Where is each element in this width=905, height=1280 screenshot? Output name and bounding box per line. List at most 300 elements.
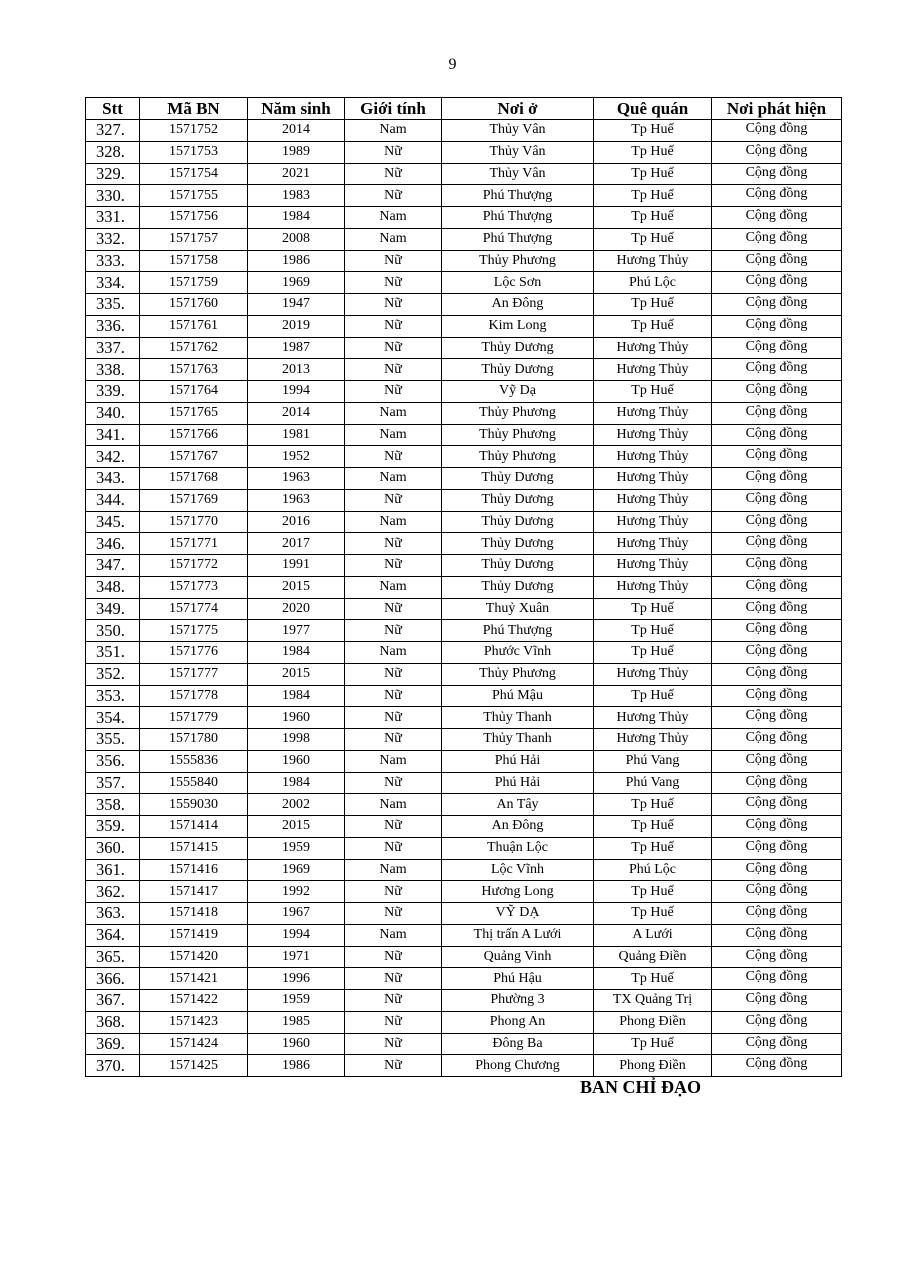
cell-gender: Nữ [345,489,442,511]
cell-gender: Nữ [345,163,442,185]
cell-birth-year: 2016 [248,511,345,533]
cell-residence: An Đông [442,294,594,316]
table-row [86,642,842,664]
table-row [86,990,842,1012]
cell-birth-year: 1960 [248,750,345,772]
cell-gender: Nữ [345,141,442,163]
header-stt: Stt [86,98,140,120]
table-row [86,946,842,968]
table-row [86,1055,842,1077]
cell-birth-year: 1981 [248,424,345,446]
cell-hometown: Hương Thủy [594,533,712,555]
cell-detection-place: Cộng đồng [712,228,842,250]
cell-stt: 330. [86,185,140,207]
cell-birth-year: 1985 [248,1011,345,1033]
cell-detection-place: Cộng đồng [712,555,842,577]
cell-detection-place: Cộng đồng [712,120,842,142]
cell-detection-place: Cộng đồng [712,794,842,816]
cell-hometown: Phú Lộc [594,859,712,881]
cell-detection-place: Cộng đồng [712,337,842,359]
cell-patient-code: 1571768 [140,468,248,490]
cell-detection-place: Cộng đồng [712,141,842,163]
table-row [86,337,842,359]
cell-birth-year: 1977 [248,620,345,642]
cell-stt: 353. [86,685,140,707]
cell-birth-year: 1969 [248,272,345,294]
cell-stt: 327. [86,120,140,142]
cell-stt: 345. [86,511,140,533]
table-row [86,381,842,403]
cell-detection-place: Cộng đồng [712,598,842,620]
cell-gender: Nữ [345,1011,442,1033]
cell-residence: Thuỷ Xuân [442,598,594,620]
cell-patient-code: 1571775 [140,620,248,642]
table-row [86,576,842,598]
table-row [86,1011,842,1033]
cell-patient-code: 1571764 [140,381,248,403]
cell-birth-year: 1960 [248,707,345,729]
cell-hometown: Tp Huế [594,816,712,838]
cell-hometown: Tp Huế [594,620,712,642]
cell-stt: 365. [86,946,140,968]
cell-detection-place: Cộng đồng [712,816,842,838]
cell-hometown: Hương Thủy [594,576,712,598]
cell-birth-year: 1967 [248,903,345,925]
cell-detection-place: Cộng đồng [712,642,842,664]
cell-stt: 336. [86,315,140,337]
cell-detection-place: Cộng đồng [712,381,842,403]
cell-hometown: Phú Vang [594,750,712,772]
cell-gender: Nữ [345,990,442,1012]
cell-stt: 337. [86,337,140,359]
cell-detection-place: Cộng đồng [712,1055,842,1077]
cell-hometown: Tp Huế [594,642,712,664]
cell-hometown: Tp Huế [594,141,712,163]
cell-stt: 350. [86,620,140,642]
cell-birth-year: 2015 [248,576,345,598]
header-hometown: Quê quán [594,98,712,120]
cell-residence: Thủy Thanh [442,729,594,751]
cell-birth-year: 1971 [248,946,345,968]
cell-hometown: A Lưới [594,924,712,946]
cell-birth-year: 1984 [248,685,345,707]
table-row [86,859,842,881]
table-row [86,663,842,685]
cell-patient-code: 1571759 [140,272,248,294]
cell-hometown: Phong Điền [594,1011,712,1033]
cell-gender: Nam [345,207,442,229]
cell-birth-year: 1992 [248,881,345,903]
cell-patient-code: 1571419 [140,924,248,946]
cell-gender: Nam [345,228,442,250]
cell-hometown: Hương Thủy [594,424,712,446]
cell-patient-code: 1571777 [140,663,248,685]
cell-birth-year: 1969 [248,859,345,881]
cell-detection-place: Cộng đồng [712,750,842,772]
cell-residence: Thủy Dương [442,359,594,381]
cell-birth-year: 1994 [248,924,345,946]
cell-residence: Thủy Dương [442,489,594,511]
table-row [86,294,842,316]
cell-hometown: Hương Thủy [594,489,712,511]
cell-patient-code: 1571424 [140,1033,248,1055]
table-row [86,359,842,381]
cell-residence: Thủy Thanh [442,707,594,729]
table-row [86,772,842,794]
cell-gender: Nữ [345,685,442,707]
cell-birth-year: 1994 [248,381,345,403]
cell-detection-place: Cộng đồng [712,1033,842,1055]
cell-stt: 362. [86,881,140,903]
cell-residence: Thủy Dương [442,555,594,577]
cell-hometown: Tp Huế [594,903,712,925]
cell-birth-year: 1963 [248,468,345,490]
cell-residence: VỸ DẠ [442,903,594,925]
cell-patient-code: 1571771 [140,533,248,555]
cell-birth-year: 1987 [248,337,345,359]
table-row [86,272,842,294]
cell-patient-code: 1559030 [140,794,248,816]
header-birth-year: Năm sinh [248,98,345,120]
cell-hometown: Phong Điền [594,1055,712,1077]
cell-birth-year: 2014 [248,402,345,424]
cell-gender: Nam [345,511,442,533]
cell-detection-place: Cộng đồng [712,533,842,555]
cell-birth-year: 2015 [248,816,345,838]
cell-gender: Nam [345,468,442,490]
cell-hometown: Tp Huế [594,1033,712,1055]
cell-detection-place: Cộng đồng [712,468,842,490]
table-row [86,163,842,185]
cell-hometown: Phú Vang [594,772,712,794]
cell-detection-place: Cộng đồng [712,859,842,881]
cell-birth-year: 1984 [248,772,345,794]
cell-gender: Nữ [345,294,442,316]
cell-birth-year: 1983 [248,185,345,207]
cell-stt: 331. [86,207,140,229]
cell-residence: Quảng Vinh [442,946,594,968]
cell-stt: 358. [86,794,140,816]
cell-residence: Thủy Dương [442,533,594,555]
cell-residence: Thủy Vân [442,163,594,185]
cell-birth-year: 1996 [248,968,345,990]
cell-residence: Lộc Vĩnh [442,859,594,881]
cell-birth-year: 1991 [248,555,345,577]
cell-hometown: Tp Huế [594,228,712,250]
cell-hometown: Hương Thủy [594,359,712,381]
cell-residence: Phú Hải [442,750,594,772]
cell-residence: Phong An [442,1011,594,1033]
cell-birth-year: 1963 [248,489,345,511]
cell-patient-code: 1571772 [140,555,248,577]
header-patient-code: Mã BN [140,98,248,120]
cell-stt: 366. [86,968,140,990]
cell-gender: Nữ [345,533,442,555]
cell-hometown: Tp Huế [594,120,712,142]
cell-stt: 344. [86,489,140,511]
cell-hometown: Tp Huế [594,185,712,207]
cell-birth-year: 2015 [248,663,345,685]
table-row [86,903,842,925]
cell-detection-place: Cộng đồng [712,489,842,511]
cell-stt: 369. [86,1033,140,1055]
cell-patient-code: 1571778 [140,685,248,707]
cell-patient-code: 1571418 [140,903,248,925]
cell-hometown: Hương Thủy [594,402,712,424]
cell-gender: Nữ [345,1055,442,1077]
cell-detection-place: Cộng đồng [712,620,842,642]
cell-residence: Phong Chương [442,1055,594,1077]
cell-gender: Nam [345,750,442,772]
cell-patient-code: 1571773 [140,576,248,598]
cell-patient-code: 1571417 [140,881,248,903]
table-row [86,620,842,642]
cell-gender: Nữ [345,620,442,642]
cell-residence: Thủy Dương [442,576,594,598]
cell-patient-code: 1571780 [140,729,248,751]
table-row [86,968,842,990]
cell-detection-place: Cộng đồng [712,272,842,294]
table-row [86,207,842,229]
cell-birth-year: 1960 [248,1033,345,1055]
cell-gender: Nữ [345,729,442,751]
cell-residence: Thủy Phương [442,424,594,446]
cell-residence: Thủy Vân [442,141,594,163]
table-row [86,794,842,816]
cell-patient-code: 1571420 [140,946,248,968]
cell-patient-code: 1571769 [140,489,248,511]
cell-hometown: Tp Huế [594,968,712,990]
table-row [86,533,842,555]
cell-gender: Nam [345,642,442,664]
cell-patient-code: 1571776 [140,642,248,664]
cell-gender: Nữ [345,555,442,577]
cell-gender: Nữ [345,598,442,620]
cell-birth-year: 2008 [248,228,345,250]
cell-residence: Hương Long [442,881,594,903]
table-row [86,555,842,577]
cell-residence: Phú Thượng [442,207,594,229]
cell-patient-code: 1571763 [140,359,248,381]
header-gender: Giới tính [345,98,442,120]
cell-residence: Phú Thượng [442,185,594,207]
cell-patient-code: 1571421 [140,968,248,990]
cell-birth-year: 2014 [248,120,345,142]
cell-patient-code: 1571757 [140,228,248,250]
cell-detection-place: Cộng đồng [712,359,842,381]
cell-residence: Thủy Phương [442,446,594,468]
table-row [86,120,842,142]
cell-birth-year: 1947 [248,294,345,316]
cell-residence: An Đông [442,816,594,838]
cell-residence: Thị trấn A Lưới [442,924,594,946]
cell-hometown: Tp Huế [594,837,712,859]
cell-stt: 360. [86,837,140,859]
cell-stt: 368. [86,1011,140,1033]
cell-gender: Nam [345,576,442,598]
cell-residence: Phú Mậu [442,685,594,707]
cell-patient-code: 1571779 [140,707,248,729]
cell-hometown: Hương Thủy [594,729,712,751]
cell-gender: Nữ [345,837,442,859]
cell-residence: Phú Thượng [442,228,594,250]
cell-hometown: Tp Huế [594,163,712,185]
cell-birth-year: 1984 [248,207,345,229]
cell-patient-code: 1555840 [140,772,248,794]
cell-patient-code: 1571755 [140,185,248,207]
patient-table [85,97,842,1077]
cell-birth-year: 1998 [248,729,345,751]
table-row [86,489,842,511]
cell-birth-year: 1986 [248,250,345,272]
cell-detection-place: Cộng đồng [712,424,842,446]
cell-patient-code: 1571767 [140,446,248,468]
cell-stt: 329. [86,163,140,185]
cell-stt: 352. [86,663,140,685]
cell-patient-code: 1571422 [140,990,248,1012]
cell-detection-place: Cộng đồng [712,250,842,272]
cell-stt: 339. [86,381,140,403]
cell-detection-place: Cộng đồng [712,685,842,707]
cell-detection-place: Cộng đồng [712,294,842,316]
cell-detection-place: Cộng đồng [712,772,842,794]
cell-stt: 334. [86,272,140,294]
cell-stt: 341. [86,424,140,446]
cell-residence: Phú Hải [442,772,594,794]
cell-stt: 363. [86,903,140,925]
cell-patient-code: 1571774 [140,598,248,620]
cell-birth-year: 1959 [248,837,345,859]
cell-hometown: Tp Huế [594,598,712,620]
table-row [86,729,842,751]
cell-detection-place: Cộng đồng [712,511,842,533]
cell-patient-code: 1571416 [140,859,248,881]
cell-patient-code: 1571761 [140,315,248,337]
cell-detection-place: Cộng đồng [712,707,842,729]
cell-detection-place: Cộng đồng [712,924,842,946]
cell-hometown: Hương Thủy [594,663,712,685]
cell-residence: An Tây [442,794,594,816]
cell-hometown: Hương Thủy [594,337,712,359]
cell-gender: Nữ [345,946,442,968]
cell-stt: 340. [86,402,140,424]
cell-gender: Nữ [345,663,442,685]
cell-birth-year: 1959 [248,990,345,1012]
cell-residence: Phước Vĩnh [442,642,594,664]
cell-stt: 356. [86,750,140,772]
table-row [86,468,842,490]
cell-residence: Phú Thượng [442,620,594,642]
cell-gender: Nam [345,859,442,881]
cell-patient-code: 1571414 [140,816,248,838]
cell-birth-year: 2020 [248,598,345,620]
cell-birth-year: 2013 [248,359,345,381]
table-row [86,315,842,337]
cell-patient-code: 1571753 [140,141,248,163]
cell-birth-year: 2002 [248,794,345,816]
cell-residence: Vỹ Dạ [442,381,594,403]
cell-stt: 357. [86,772,140,794]
cell-detection-place: Cộng đồng [712,576,842,598]
header-detection-place: Nơi phát hiện [712,98,842,120]
cell-patient-code: 1571754 [140,163,248,185]
cell-gender: Nữ [345,359,442,381]
cell-detection-place: Cộng đồng [712,968,842,990]
cell-gender: Nữ [345,250,442,272]
cell-residence: Thủy Vân [442,120,594,142]
cell-hometown: Hương Thủy [594,468,712,490]
cell-stt: 370. [86,1055,140,1077]
table-row [86,837,842,859]
cell-stt: 348. [86,576,140,598]
cell-detection-place: Cộng đồng [712,207,842,229]
cell-hometown: Hương Thủy [594,250,712,272]
cell-hometown: Tp Huế [594,381,712,403]
cell-hometown: Hương Thủy [594,446,712,468]
cell-stt: 342. [86,446,140,468]
cell-gender: Nữ [345,381,442,403]
cell-gender: Nữ [345,968,442,990]
cell-hometown: Hương Thủy [594,555,712,577]
table-row [86,141,842,163]
cell-detection-place: Cộng đồng [712,185,842,207]
cell-stt: 349. [86,598,140,620]
cell-residence: Kim Long [442,315,594,337]
cell-gender: Nam [345,794,442,816]
cell-patient-code: 1571762 [140,337,248,359]
cell-residence: Phường 3 [442,990,594,1012]
cell-gender: Nam [345,924,442,946]
cell-patient-code: 1571766 [140,424,248,446]
cell-detection-place: Cộng đồng [712,903,842,925]
cell-stt: 347. [86,555,140,577]
cell-residence: Thuận Lộc [442,837,594,859]
cell-residence: Thủy Dương [442,511,594,533]
cell-residence: Thủy Phương [442,402,594,424]
cell-detection-place: Cộng đồng [712,1011,842,1033]
cell-birth-year: 1984 [248,642,345,664]
cell-detection-place: Cộng đồng [712,990,842,1012]
table-row [86,1033,842,1055]
cell-stt: 346. [86,533,140,555]
cell-hometown: Tp Huế [594,881,712,903]
cell-gender: Nữ [345,772,442,794]
cell-detection-place: Cộng đồng [712,663,842,685]
cell-stt: 367. [86,990,140,1012]
cell-detection-place: Cộng đồng [712,837,842,859]
header-residence: Nơi ở [442,98,594,120]
cell-residence: Thủy Phương [442,663,594,685]
cell-stt: 355. [86,729,140,751]
table-row [86,598,842,620]
cell-gender: Nữ [345,272,442,294]
cell-residence: Thủy Dương [442,468,594,490]
table-row [86,250,842,272]
cell-gender: Nam [345,120,442,142]
cell-patient-code: 1571425 [140,1055,248,1077]
cell-detection-place: Cộng đồng [712,402,842,424]
cell-residence: Phú Hậu [442,968,594,990]
cell-hometown: Tp Huế [594,685,712,707]
cell-stt: 351. [86,642,140,664]
cell-hometown: Hương Thủy [594,707,712,729]
table-row [86,185,842,207]
cell-stt: 335. [86,294,140,316]
cell-stt: 364. [86,924,140,946]
cell-hometown: Phú Lộc [594,272,712,294]
table-row [86,424,842,446]
page-number: 9 [448,56,457,73]
